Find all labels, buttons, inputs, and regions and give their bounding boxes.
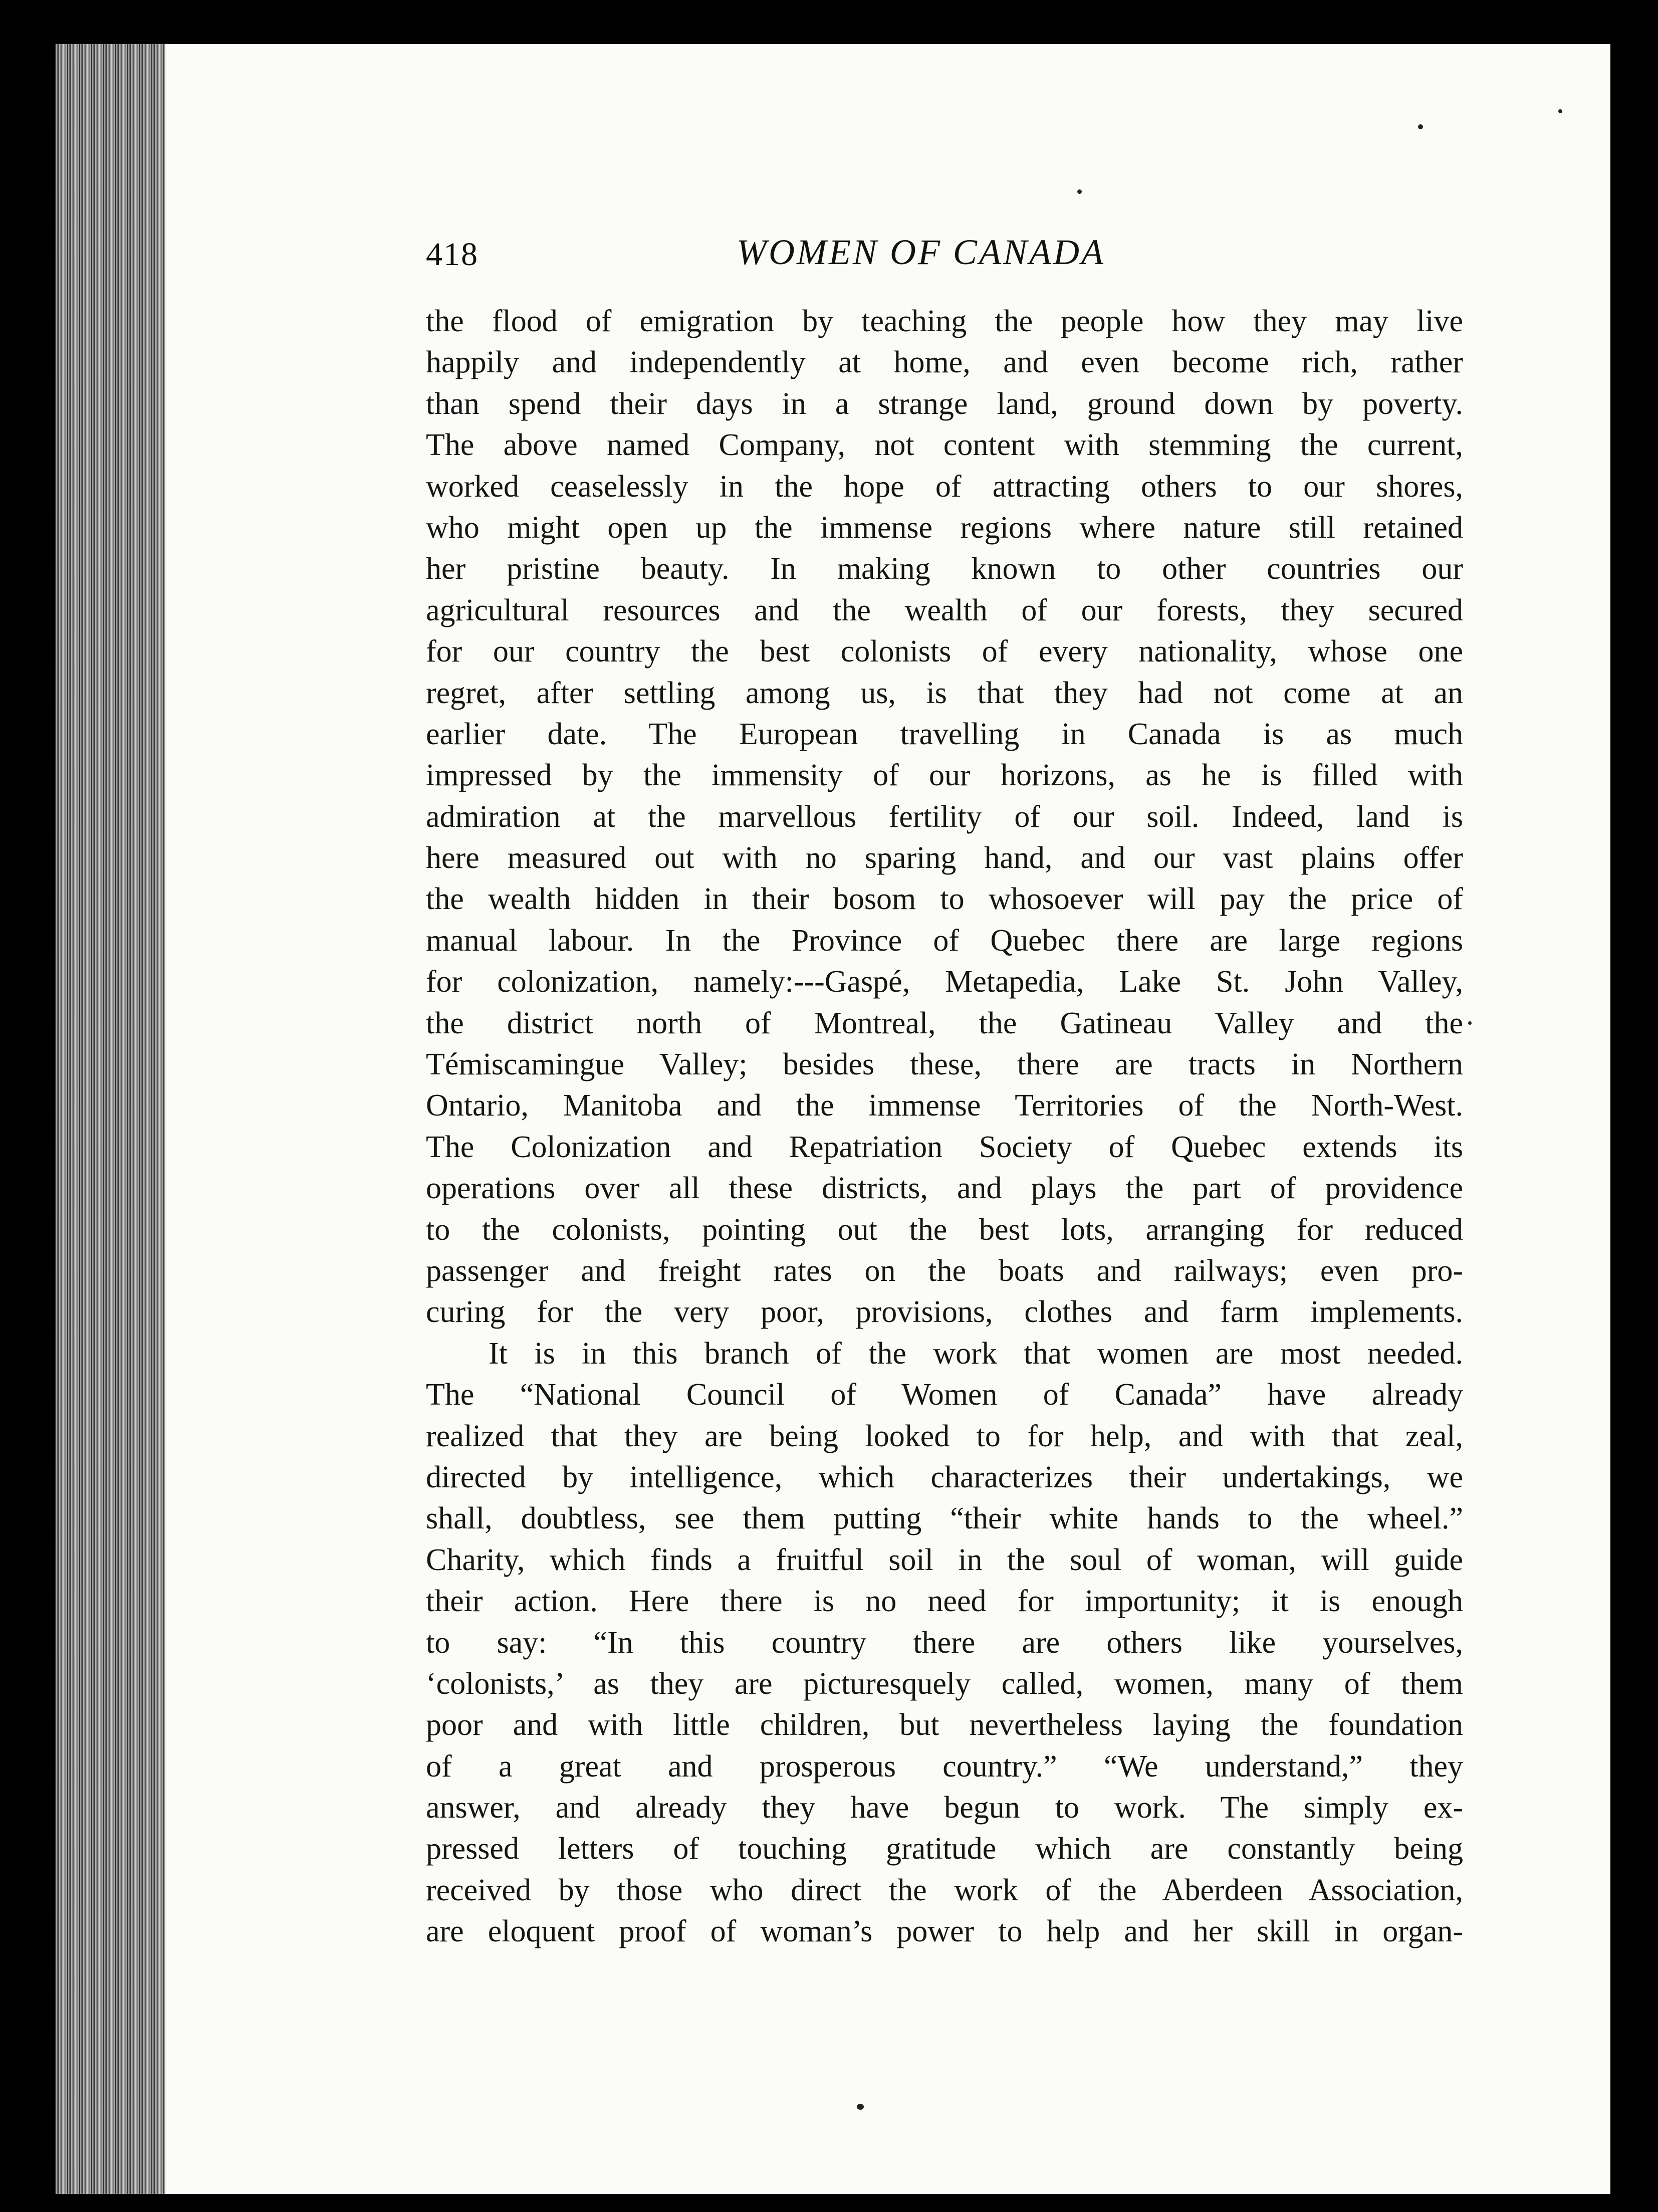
text-line: received by those who direct the work of the Aberdeen Association,: [426, 1873, 1463, 1907]
scan-speck: [1077, 189, 1082, 194]
text-line: regret, after settling among us, is that they had not come at an: [426, 676, 1463, 710]
scan-speck: [1468, 1021, 1472, 1025]
scan-speck: [857, 2104, 864, 2110]
text-line: passenger and freight rates on the boats and railways; even pro-: [426, 1253, 1463, 1288]
text-line: who might open up the immense regions where nature still retained: [426, 510, 1463, 545]
text-line: for colonization, namely:---Gaspé, Metapedia, Lake St. John Valley,: [426, 965, 1463, 999]
text-line: Charity, which finds a fruitful soil in the soul of woman, will guide: [426, 1542, 1463, 1577]
text-line: answer, and already they have begun to work. The simply ex-: [426, 1791, 1463, 1825]
text-line: earlier date. The European travelling in Canada is as much: [426, 717, 1463, 751]
text-line: realized that they are being looked to for help, and with that zeal,: [426, 1419, 1463, 1453]
text-line: worked ceaselessly in the hope of attracting others to our shores,: [426, 469, 1463, 504]
text-line: The “National Council of Women of Canada” have already: [426, 1378, 1463, 1412]
page-number: 418: [426, 236, 479, 273]
text-line: than spend their days in a strange land, ground down by poverty.: [426, 386, 1463, 421]
text-line: are eloquent proof of woman’s power to help and her skill in organ-: [426, 1914, 1463, 1949]
text-line: directed by intelligence, which characterizes their undertakings, we: [426, 1460, 1463, 1494]
text-line: admiration at the marvellous fertility of our soil. Indeed, land is: [426, 799, 1463, 834]
text-line: pressed letters of touching gratitude which are constantly being: [426, 1832, 1463, 1866]
scan-border-top: [0, 0, 1658, 44]
running-title: WOMEN OF CANADA: [737, 232, 1105, 272]
text-line: the district north of Montreal, the Gatineau Valley and the: [426, 1006, 1463, 1040]
text-line: Témiscamingue Valley; besides these, there are tracts in Northern: [426, 1047, 1463, 1082]
text-line: of a great and prosperous country.” “We understand,” they: [426, 1749, 1463, 1784]
text-line: curing for the very poor, provisions, clothes and farm implements.: [426, 1295, 1463, 1330]
text-line: The above named Company, not content with stemming the current,: [426, 428, 1463, 463]
text-line: happily and independently at home, and even become rich, rather: [426, 345, 1463, 380]
text-line: to the colonists, pointing out the best lots, arranging for reduced: [426, 1212, 1463, 1247]
text-line: here measured out with no sparing hand, and our vast plains offer: [426, 841, 1463, 875]
text-line: The Colonization and Repatriation Society of Quebec extends its: [426, 1130, 1463, 1164]
scan-border-right: [1610, 0, 1658, 2212]
text-line: poor and with little children, but nevertheless laying the foundation: [426, 1708, 1463, 1742]
body-text: [426, 301, 1463, 1952]
text-line: ‘colonists,’ as they are picturesquely called, women, many of them: [426, 1666, 1463, 1701]
page-header: [426, 232, 1458, 286]
text-line: manual labour. In the Province of Quebec there are large regions: [426, 923, 1463, 958]
scan-speck: [1558, 109, 1562, 113]
text-line: agricultural resources and the wealth of our forests, they secured: [426, 593, 1463, 627]
scan-speck: [1418, 124, 1423, 129]
text-line: her pristine beauty. In making known to other countries our: [426, 552, 1463, 586]
text-line: the flood of emigration by teaching the people how they may live: [426, 304, 1463, 338]
text-line: to say: “In this country there are others like yourselves,: [426, 1625, 1463, 1660]
text-line: their action. Here there is no need for importunity; it is enough: [426, 1584, 1463, 1619]
text-line: Ontario, Manitoba and the immense Territories of the North-West.: [426, 1088, 1463, 1123]
text-line: shall, doubtless, see them putting “their white hands to the wheel.”: [426, 1501, 1463, 1536]
text-line: the wealth hidden in their bosom to whosoever will pay the price of: [426, 882, 1463, 917]
scan-border-left: [0, 0, 55, 2212]
text-line: operations over all these districts, and plays the part of providence: [426, 1171, 1463, 1206]
text-line: impressed by the immensity of our horizons, as he is filled with: [426, 758, 1463, 793]
paragraph-first-line: It is in this branch of the work that women are most needed.: [489, 1336, 1463, 1371]
text-line: for our country the best colonists of every nationality, whose one: [426, 634, 1463, 669]
